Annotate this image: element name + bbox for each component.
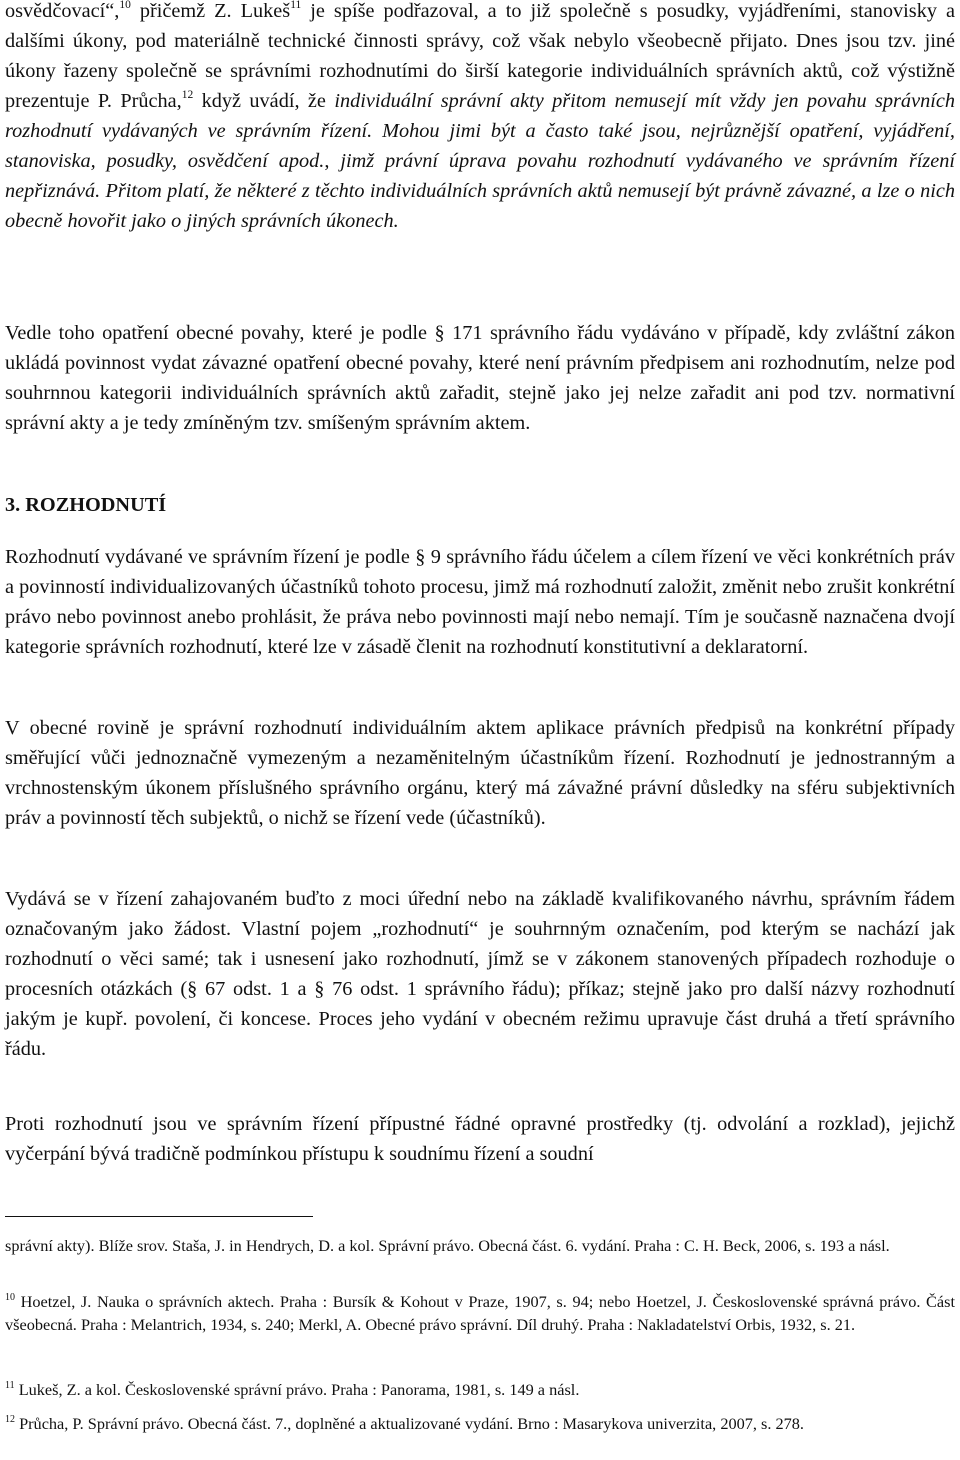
footnote-text: Průcha, P. Správní právo. Obecná část. 7., doplněné a aktualizované vydání. Brno : Masarykova univerzita, 2007, s. 278. bbox=[15, 1414, 804, 1433]
italic-quote: jimž právní úprava povahu rozhodnutí vydávaného ve správním řízení nepřiznává. Přitom platí, že některé z těchto individuálních správních aktů nemusejí být právně závazné, a lze o nich obecně hovořit jako o jiných správních úkonech. bbox=[5, 150, 956, 232]
paragraph-5: Vydává se v řízení zahajovaném buďto z moci úřední nebo na základě kvalifikovaného návrhu, správním řádem označovaným jako žádost. Vlastní pojem „rozhodnutí“ je souhrnným označením, pod kterým se nachází jak rozhodnutí o věci samé; tak i usnesení jako rozhodnutí, jímž se v zákonem stanovených případech rozhoduje o procesních otázkách (§ 67 odst. 1 a § 76 odst. 1 správního řádu); příkaz; stejně jako pro další názvy rozhodnutí jakým je kupř. povolení, či koncese. Proces jeho vydání v obecném režimu upravuje část druhá a třetí správního řádu. bbox=[5, 888, 955, 1060]
italic-quote: individuální správní akty přitom nemusejí mít vždy jen povahu správních rozhodnutí vydávaných ve správním řízení. Mohou jimi být a často také jsou, nejrůznější opatření, vyjádření, stanoviska, posudky, osvědčení apod. bbox=[5, 90, 955, 172]
footnote-ref-12: 12 bbox=[181, 89, 194, 101]
footnote-continuation: správní akty). Blíže srov. Staša, J. in Hendrych, D. a kol. Správní právo. Obecná část. 6. vydání. Praha : C. H. Beck, 2006, s. 193 a násl. bbox=[5, 1236, 890, 1255]
footnote-ref-10: 10 bbox=[119, 0, 131, 11]
footnote-number: 10 bbox=[5, 1292, 15, 1303]
text-span: když uvádí, že bbox=[193, 90, 335, 112]
text-span: přičemž Z. Lukeš bbox=[130, 0, 291, 22]
footnote-text: Hoetzel, J. Nauka o správních aktech. Praha : Bursík & Kohout v Praze, 1907, s. 94; nebo Hoetzel, J. Československé správná právo. Část všeobecná. Praha : Melantrich, 1934, s. 240; Merkl, A. Obecné právo správní. Díl druhý. Praha : Nakladatelství Orbis, 1932, s. 21. bbox=[5, 1292, 955, 1334]
footnote-number: 12 bbox=[5, 1414, 15, 1425]
paragraph-3: Rozhodnutí vydávané ve správním řízení je podle § 9 správního řádu účelem a cílem řízení ve věci konkrétních práv a povinností individualizovaných účastníků tohoto procesu, jimž má rozhodnutí založit, změnit nebo zrušit konkrétní právo nebo povinnost anebo prohlásit, že práva nebo povinnosti mají nebo nemají. Tím je současně naznačena dvojí kategorie správních rozhodnutí, které lze v zásadě členit na rozhodnutí konstitutivní a deklaratorní. bbox=[5, 546, 955, 658]
paragraph-4: V obecné rovině je správní rozhodnutí individuálním aktem aplikace právních předpisů na konkrétní případy směřující vůči jednoznačně vymezeným a nezaměnitelným účastníkům řízení. Rozhodnutí je jednostranným a vrchnostenským úkonem příslušného správního orgánu, který má závažné právní důsledky na sféru subjektivních práv a povinností těch subjektů, o nichž se řízení vede (účastníků). bbox=[5, 717, 955, 829]
text-span: je spíše podřazoval, a to již společně s posudky, vyjádřeními, stanovisky a dalšími úkony, pod materiálně technické činnosti správy, což však nebylo všeobecně přijato. Dnes jsou tzv. jiné úkony řazeny společně se správními rozhodnutími do širší kategorie individuálních správních aktů, což výstižně prezentuje P. Průcha, bbox=[5, 0, 955, 112]
footnote-10 bbox=[5, 1290, 955, 1336]
text-span: osvědčovací“, bbox=[5, 0, 120, 22]
footnote-number: 11 bbox=[5, 1380, 15, 1391]
paragraph-2: Vedle toho opatření obecné povahy, které je podle § 171 správního řádu vydáváno v případě, kdy zvláštní zákon ukládá povinnost vydat závazné opatření obecné povahy, které není právním předpisem ani rozhodnutím, nelze pod souhrnnou kategorii individuálních správních aktů zařadit, stejně jako jej nelze zařadit ani pod tzv. normativní správní akty a je tedy zmíněným tzv. smíšeným správním aktem. bbox=[5, 322, 955, 434]
paragraph-1 bbox=[5, 0, 955, 236]
text-span: , bbox=[324, 150, 341, 172]
section-heading: 3. ROZHODNUTÍ bbox=[5, 494, 167, 516]
footnote-divider bbox=[5, 1216, 313, 1217]
footnote-text: Lukeš, Z. a kol. Československé správní právo. Praha : Panorama, 1981, s. 149 a násl. bbox=[14, 1380, 580, 1399]
footnote-ref-11: 11 bbox=[290, 0, 302, 11]
footnote-11 bbox=[5, 1378, 955, 1401]
footnote-12 bbox=[5, 1412, 955, 1435]
paragraph-6: Proti rozhodnutí jsou ve správním řízení přípustné řádné opravné prostředky (tj. odvolání a rozklad), jejichž vyčerpání bývá tradičně podmínkou přístupu k soudnímu řízení a soudní bbox=[5, 1113, 955, 1165]
